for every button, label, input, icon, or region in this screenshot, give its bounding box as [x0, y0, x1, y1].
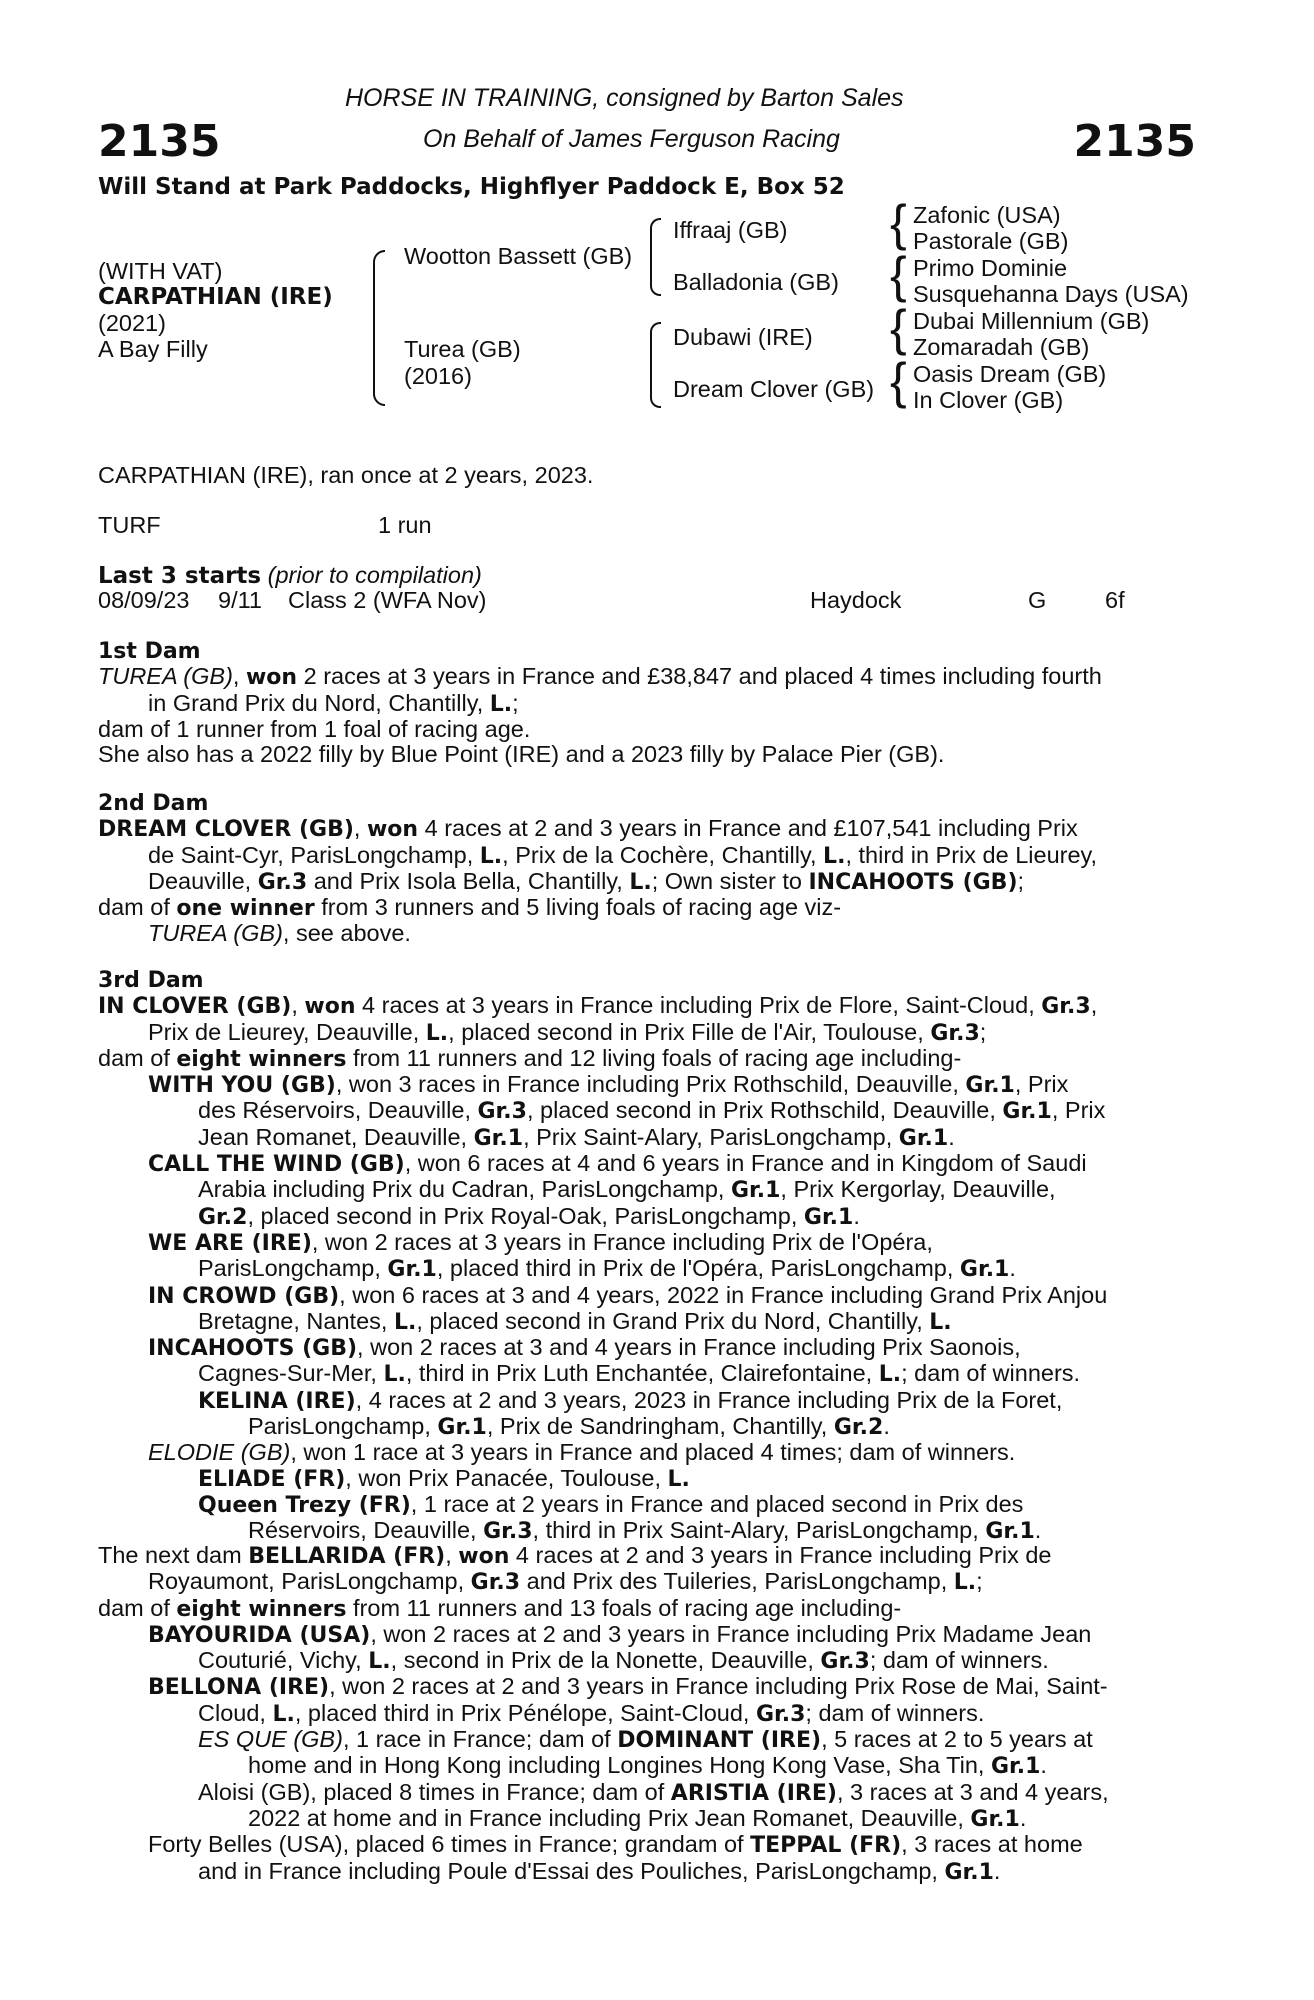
pedigree-dsd: Zomaradah (GB) [913, 334, 1090, 360]
pedigree-sire-dam: Balladonia (GB) [673, 269, 839, 295]
pedigree-brace-small-1: { [890, 195, 907, 251]
catalogue-line: dam of eight winners from 11 runners and 13 foals of racing age including- [98, 1594, 902, 1622]
section-heading: 2nd Dam [98, 791, 209, 816]
catalogue-line: ELIADE (FR), won Prix Panacée, Toulouse, L. [198, 1464, 690, 1492]
catalogue-line: ELODIE (GB), won 1 race at 3 years in France and placed 4 times; dam of winners. [148, 1439, 1016, 1466]
catalogue-line: Prix de Lieurey, Deauville, L., placed second in Prix Fille de l'Air, Toulouse, Gr.3; [148, 1018, 987, 1046]
lot-number-right: 2135 [1073, 116, 1196, 167]
catalogue-line: DREAM CLOVER (GB), won 4 races at 2 and 3 years in France and £107,541 including Prix [98, 815, 1078, 843]
catalogue-line: Arabia including Prix du Cadran, ParisLongchamp, Gr.1, Prix Kergorlay, Deauville, [198, 1176, 1056, 1204]
third-dam-section [98, 967, 1194, 1545]
catalogue-line: Forty Belles (USA), placed 6 times in France; grandam of TEPPAL (FR), 3 races at home [148, 1831, 1083, 1859]
pedigree-brace-small-2: { [890, 247, 907, 303]
catalogue-line: She also has a 2022 filly by Blue Point (IRE) and a 2023 filly by Palace Pier (GB). [98, 741, 945, 768]
pedigree-brace-dam [650, 322, 661, 408]
catalogue-line: dam of eight winners from 11 runners and 12 living foals of racing age including- [98, 1044, 962, 1072]
run-date: 08/09/23 [98, 587, 190, 613]
pedigree-dam-dam: Dream Clover (GB) [673, 376, 875, 402]
catalogue-line: IN CROWD (GB), won 6 races at 3 and 4 years, 2022 in France including Grand Prix Anjou [148, 1281, 1108, 1309]
pedigree-dam-year: (2016) [404, 363, 472, 389]
stabling-line: Will Stand at Park Paddocks, Highflyer Paddock E, Box 52 [98, 174, 845, 200]
first-dam-section [98, 638, 1194, 767]
catalogue-line: Royaumont, ParisLongchamp, Gr.3 and Prix des Tuileries, ParisLongchamp, L.; [148, 1568, 983, 1596]
catalogue-line: ES QUE (GB), 1 race in France; dam of DOMINANT (IRE), 5 races at 2 to 5 years at [198, 1726, 1093, 1754]
pedigree-brace-main [373, 250, 385, 406]
run-course: Haydock [810, 587, 902, 613]
second-dam-section [98, 790, 1194, 947]
catalogue-line: des Réservoirs, Deauville, Gr.3, placed second in Prix Rothschild, Deauville, Gr.1, Prix [198, 1097, 1106, 1125]
catalogue-line: Réservoirs, Deauville, Gr.3, third in Prix Saint-Alary, ParisLongchamp, Gr.1. [248, 1517, 1042, 1545]
catalogue-line: BAYOURIDA (USA), won 2 races at 2 and 3 years in France including Prix Madame Jean [148, 1620, 1092, 1648]
catalogue-line: Aloisi (GB), placed 8 times in France; dam of ARISTIA (IRE), 3 races at 3 and 4 years, [198, 1778, 1109, 1806]
surface-label: TURF [98, 512, 161, 538]
pedigree-brace-sire [650, 218, 661, 296]
horse-description: A Bay Filly [98, 336, 208, 362]
catalogue-line: Couturié, Vichy, L., second in Prix de la Nonette, Deauville, Gr.3; dam of winners. [198, 1647, 1049, 1675]
catalogue-line: Deauville, Gr.3 and Prix Isola Bella, Chantilly, L.; Own sister to INCAHOOTS (GB); [148, 867, 1025, 895]
surface-runs: 1 run [378, 512, 432, 538]
horse-name: CARPATHIAN (IRE) [98, 284, 333, 310]
pedigree-brace-small-4: { [890, 353, 907, 409]
run-distance: 6f [1105, 587, 1125, 613]
catalogue-line: Cagnes-Sur-Mer, L., third in Prix Luth Enchantée, Clairefontaine, L.; dam of winners. [198, 1360, 1081, 1388]
lot-number-left: 2135 [98, 116, 221, 167]
catalogue-line: Bretagne, Nantes, L., placed second in Grand Prix du Nord, Chantilly, L. [198, 1307, 952, 1335]
pedigree-sire: Wootton Bassett (GB) [404, 243, 633, 269]
run-position: 9/11 [218, 587, 262, 613]
pedigree-ssd: Pastorale (GB) [913, 228, 1069, 254]
pedigree-dss: Dubai Millennium (GB) [913, 308, 1150, 334]
catalogue-line: in Grand Prix du Nord, Chantilly, L.; [148, 689, 519, 717]
catalogue-line: WITH YOU (GB), won 3 races in France including Prix Rothschild, Deauville, Gr.1, Prix [148, 1071, 1069, 1099]
pedigree-sss: Zafonic (USA) [913, 202, 1061, 228]
pedigree-sire-sire: Iffraaj (GB) [673, 217, 788, 243]
catalogue-line: WE ARE (IRE), won 2 races at 3 years in France including Prix de l'Opéra, [148, 1228, 933, 1256]
catalogue-line: home and in Hong Kong including Longines Hong Kong Vase, Sha Tin, Gr.1. [248, 1752, 1047, 1780]
pedigree-dam: Turea (GB) [404, 336, 521, 362]
catalogue-line: The next dam BELLARIDA (FR), won 4 races at 2 and 3 years in France including Prix de [98, 1542, 1052, 1569]
pedigree-ddd: In Clover (GB) [913, 387, 1064, 413]
run-race: Class 2 (WFA Nov) [288, 587, 487, 613]
pedigree-dds: Oasis Dream (GB) [913, 361, 1107, 387]
pedigree-sds: Primo Dominie [913, 255, 1068, 281]
catalogue-line: dam of 1 runner from 1 foal of racing age. [98, 715, 531, 742]
catalogue-line: Cloud, L., placed third in Prix Pénélope, Saint-Cloud, Gr.3; dam of winners. [198, 1699, 985, 1727]
pedigree-brace-small-3: { [890, 300, 907, 356]
sale-title: HORSE IN TRAINING, consigned by Barton Sales [345, 84, 904, 112]
catalogue-line: BELLONA (IRE), won 2 races at 2 and 3 years in France including Prix Rose de Mai, Saint- [148, 1673, 1108, 1701]
catalogue-line: KELINA (IRE), 4 races at 2 and 3 years, 2023 in France including Prix de la Foret, [198, 1386, 1063, 1414]
section-heading: 3rd Dam [98, 968, 204, 993]
catalogue-line: ParisLongchamp, Gr.1, Prix de Sandringham, Chantilly, Gr.2. [248, 1413, 890, 1441]
race-record-summary: CARPATHIAN (IRE), ran once at 2 years, 2023. [98, 462, 594, 488]
foaling-year: (2021) [98, 310, 166, 336]
catalogue-line: and in France including Poule d'Essai des Pouliches, ParisLongchamp, Gr.1. [198, 1857, 1001, 1885]
catalogue-line: CALL THE WIND (GB), won 6 races at 4 and 6 years in France and in Kingdom of Saudi [148, 1150, 1087, 1178]
vat-label: (WITH VAT) [98, 258, 223, 284]
catalogue-line: 2022 at home and in France including Prix Jean Romanet, Deauville, Gr.1. [248, 1804, 1027, 1832]
section-heading: 1st Dam [98, 639, 201, 664]
last-starts-heading: Last 3 starts (prior to compilation) [98, 562, 482, 589]
catalogue-line: dam of one winner from 3 runners and 5 living foals of racing age viz- [98, 894, 842, 922]
run-going: G [1028, 587, 1047, 613]
catalogue-line: TUREA (GB), see above. [148, 920, 411, 947]
catalogue-line: IN CLOVER (GB), won 4 races at 3 years in France including Prix de Flore, Saint-Cloud, Gr.3, [98, 992, 1098, 1020]
catalogue-line: INCAHOOTS (GB), won 2 races at 3 and 4 years in France including Prix Saonois, [148, 1334, 1021, 1362]
pedigree-sdd: Susquehanna Days (USA) [913, 281, 1189, 307]
pedigree-dam-sire: Dubawi (IRE) [673, 324, 813, 350]
catalogue-line: Queen Trezy (FR), 1 race at 2 years in France and placed second in Prix des [198, 1490, 1024, 1518]
catalogue-line: TUREA (GB), won 2 races at 3 years in France and £38,847 and placed 4 times including fourth [98, 663, 1102, 691]
catalogue-line: Gr.2, placed second in Prix Royal-Oak, ParisLongchamp, Gr.1. [198, 1202, 860, 1230]
catalogue-line: de Saint-Cyr, ParisLongchamp, L., Prix de la Cochère, Chantilly, L., third in Prix de Lieurey, [148, 841, 1098, 869]
catalogue-line: Jean Romanet, Deauville, Gr.1, Prix Saint-Alary, ParisLongchamp, Gr.1. [198, 1123, 955, 1151]
next-dam-section [98, 1543, 1194, 1885]
catalogue-line: ParisLongchamp, Gr.1, placed third in Prix de l'Opéra, ParisLongchamp, Gr.1. [198, 1255, 1016, 1283]
sale-subtitle: On Behalf of James Ferguson Racing [423, 125, 840, 153]
